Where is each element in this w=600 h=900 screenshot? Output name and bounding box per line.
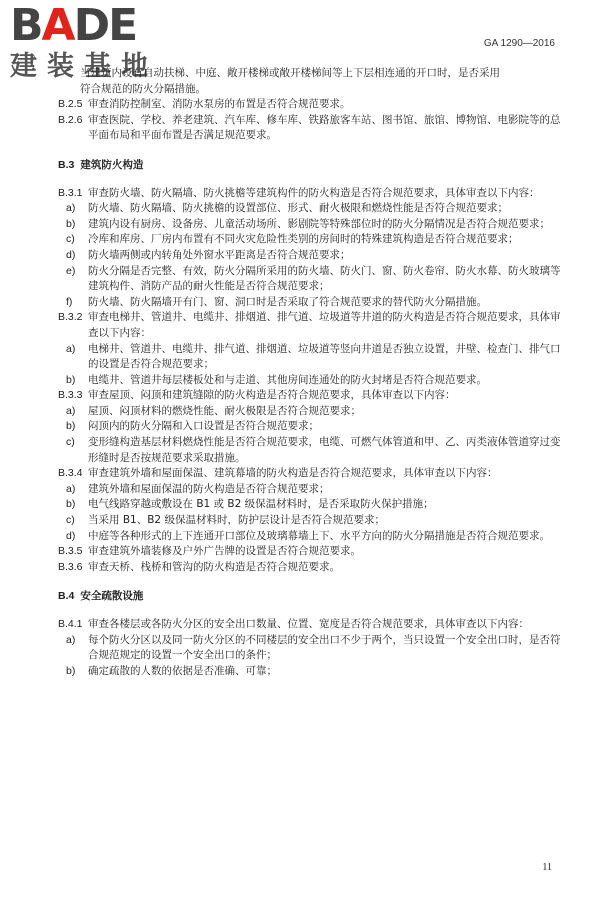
list-item: c) 变形缝构造基层材料燃烧性能是否符合规范要求，电缆、可燃气体管道和甲、乙、丙类液体管道穿过变形缝时是否按规范要求采取措施。: [66, 436, 561, 464]
list-item: a) 电梯井、管道井、电缆井、排气道、排烟道、垃圾道等竖向井道是否独立设置，井壁、检查门、排气口的设置是否符合规范要求；: [66, 342, 561, 371]
clause-number: B.3.4: [58, 467, 83, 480]
list-b-3-3: [58, 404, 562, 466]
clause-b-3-4: [58, 466, 562, 482]
logo-subtitle: 建装基地: [10, 51, 158, 82]
page-number: 11: [542, 862, 552, 873]
list-b-3-4: [58, 482, 562, 544]
list-item: a) 屋顶、闷顶材料的燃烧性能、耐火极限是否符合规范要求；: [66, 404, 361, 417]
clause-text: 审查消防控制室、消防水泵房的布置是否符合规范要求。: [88, 98, 351, 111]
clause-b-3-1: [58, 186, 562, 202]
clause-text: 审查建筑外墙和屋面保温、建筑幕墙的防火构造是否符合规范要求，具体审查以下内容：: [88, 467, 498, 480]
clause-number: B.3.5: [58, 545, 83, 558]
clause-number: B.3.3: [58, 389, 83, 402]
list-item: b) 确定疏散的人数的依据是否准确、可靠；: [66, 664, 277, 677]
clause-number: B.3.1: [58, 186, 83, 199]
list-item: d) 中庭等各种形式的上下连通开口部位及玻璃幕墙上下、水平方向的防火分隔措施是否符合规范要求。: [66, 529, 550, 542]
clause-text: 审查电梯井、管道井、电缆井、排烟道、排气道、垃圾道等井道的防火构造是否符合规范要求，具体审查以下内容：: [88, 311, 561, 339]
clause-b-3-6: [58, 560, 562, 576]
list-item: a) 每个防火分区以及同一防火分区的不同楼层的安全出口不少于两个，当只设置一个安全出口时，是否符合规范规定的设置一个安全出口的条件；: [66, 633, 561, 662]
list-item: b) 电缆井、管道井每层楼板处和与走道、其他房间连通处的防火封堵是否符合规范要求。: [66, 373, 487, 386]
clause-b-3-3: [58, 388, 562, 404]
clause-text: 审查各楼层或各防火分区的安全出口数量、位置、宽度是否符合规范要求，具体审查以下内容：: [88, 618, 529, 630]
list-item: c) 当采用 B1、B2 级保温材料时，防护层设计是否符合规范要求；: [66, 514, 385, 527]
clause-b-3-2: [58, 310, 562, 341]
list-item: f) 防火墙、防火隔墙开有门、窗、洞口时是否采取了符合规范要求的替代防火分隔措施。: [66, 295, 487, 308]
clause-text: 审查防火墙、防火隔墙、防火挑檐等建筑构件的防火构造是否符合规范要求，具体审查以下内容：: [88, 186, 540, 199]
list-item: b) 建筑内设有厨房、设备房、儿童活动场所、影剧院等特殊部位时的防火分隔情况是否符合规范要求；: [66, 217, 550, 230]
continued-paragraph: 当建筑内设有自动扶梯、中庭、敞开楼梯或敞开楼梯间等上下层相连通的开口时，是否采用 符合规范的防火分隔措施。: [80, 67, 500, 95]
list-item: c) 冷库和库房、厂房内布置有不同火灾危险性类别的房间时的特殊建筑构造是否符合规范要求；: [66, 233, 519, 246]
list-item: d) 防火墙两侧或内转角处外窗水平距离是否符合规范要求；: [66, 248, 351, 261]
list-item: e) 防火分隔是否完整、有效，防火分隔所采用的防火墙、防火门、窗、防火卷帘、防火水幕、防火玻璃等建筑构件、消防产品的耐火性能是否符合规范要求；: [66, 264, 561, 293]
clause-b-3-5: [58, 544, 562, 560]
section-heading-b-3: B.3 建筑防火构造: [58, 158, 144, 171]
clause-number: B.4.1: [58, 618, 83, 630]
list-b-3-1: [58, 201, 562, 310]
clause-number: B.2.5: [58, 98, 83, 111]
list-item: b) 电气线路穿越或敷设在 B1 或 B2 级保温材料时，是否采取防火保护措施；: [66, 498, 434, 511]
logo-wordmark: BADE: [10, 0, 137, 51]
clause-number: B.3.2: [58, 311, 83, 324]
clause-b-2-6: [58, 113, 562, 144]
clause-b-4-1: [58, 617, 562, 633]
clause-b-2-5: [58, 97, 562, 113]
list-item: b) 闷顶内的防火分隔和入口设置是否符合规范要求；: [66, 420, 319, 433]
list-item: a) 防火墙、防火隔墙、防火挑檐的设置部位、形式、耐火极限和燃烧性能是否符合规范要求；: [66, 202, 508, 215]
list-item: a) 建筑外墙和屋面保温的防火构造是否符合规范要求；: [66, 482, 330, 495]
clause-number: B.2.6: [58, 113, 83, 126]
section-heading-b-4: B.4 安全疏散设施: [58, 590, 144, 603]
list-b-4-1: [58, 633, 562, 680]
standard-code: GA 1290—2016: [483, 38, 555, 49]
clause-text: 审查医院、学校、养老建筑、汽车库、修车库、铁路旅客车站、图书馆、旅馆、博物馆、电影院等的总平面布局和平面布置是否满足规范要求。: [88, 113, 561, 142]
list-b-3-2: [58, 342, 562, 389]
clause-text: 审查天桥、栈桥和管沟的防火构造是否符合规范要求。: [88, 560, 340, 573]
clause-text: 审查屋顶、闷顶和建筑缝隙的防火构造是否符合规范要求，具体审查以下内容：: [88, 389, 456, 402]
clause-text: 审查建筑外墙装修及户外广告牌的设置是否符合规范要求。: [88, 545, 361, 558]
clause-number: B.3.6: [58, 560, 83, 573]
document-body: [58, 66, 562, 679]
